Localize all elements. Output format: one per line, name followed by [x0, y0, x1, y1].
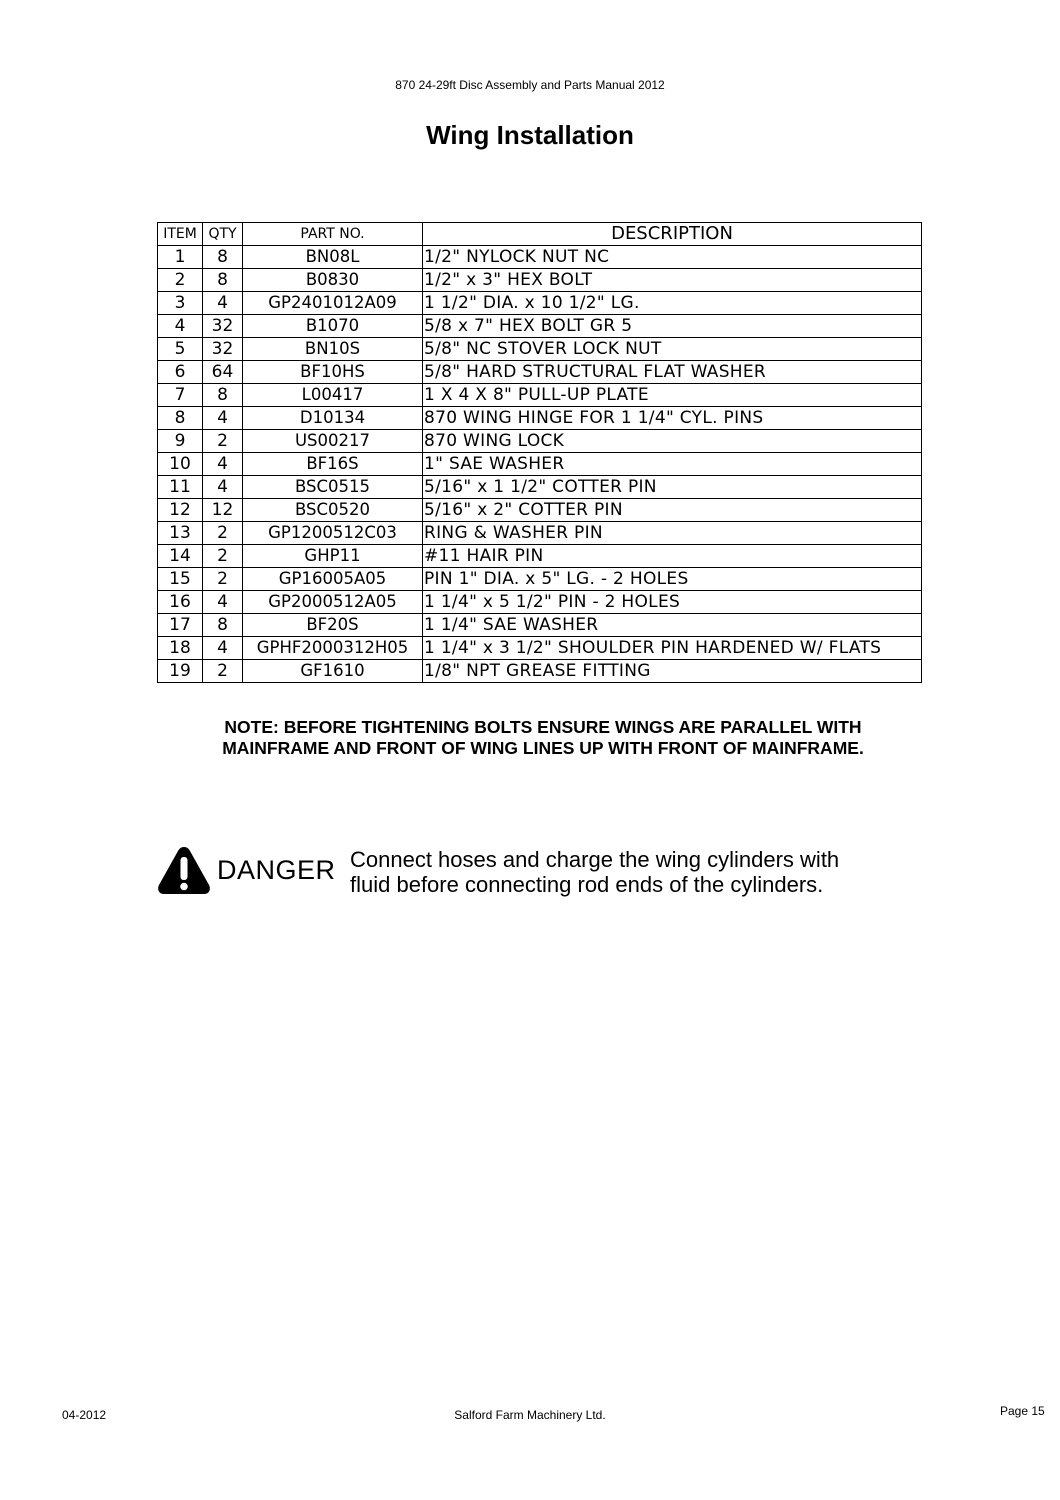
description-cell: 5/16" x 1 1/2" COTTER PIN — [423, 476, 922, 499]
item-number-cell: 6 — [158, 361, 203, 384]
note-line-1: NOTE: BEFORE TIGHTENING BOLTS ENSURE WINGS ARE PARALLEL WITH — [224, 717, 862, 737]
table-row — [158, 430, 922, 453]
item-number-cell: 1 — [158, 246, 203, 269]
column-header-qty: QTY — [203, 223, 243, 246]
footer-date: 04-2012 — [62, 1408, 107, 1422]
description-cell: 5/8" HARD STRUCTURAL FLAT WASHER — [423, 361, 922, 384]
part-number-cell: GPHF2000312H05 — [243, 637, 423, 660]
item-number-cell: 2 — [158, 269, 203, 292]
item-number-cell: 9 — [158, 430, 203, 453]
table-row — [158, 499, 922, 522]
table-row — [158, 315, 922, 338]
table-row — [158, 269, 922, 292]
table-row — [158, 522, 922, 545]
part-number-cell: BN08L — [243, 246, 423, 269]
item-number-cell: 19 — [158, 660, 203, 683]
quantity-cell: 32 — [203, 338, 243, 361]
item-number-cell: 17 — [158, 614, 203, 637]
item-number-cell: 15 — [158, 568, 203, 591]
part-number-cell: BSC0520 — [243, 499, 423, 522]
description-cell: 5/8 x 7" HEX BOLT GR 5 — [423, 315, 922, 338]
part-number-cell: D10134 — [243, 407, 423, 430]
item-number-cell: 12 — [158, 499, 203, 522]
installation-note — [0, 717, 1060, 759]
quantity-cell: 2 — [203, 522, 243, 545]
page-title: Wing Installation — [426, 120, 634, 150]
danger-message — [350, 847, 950, 897]
table-row — [158, 453, 922, 476]
part-number-cell: GP1200512C03 — [243, 522, 423, 545]
table-row — [158, 476, 922, 499]
quantity-cell: 4 — [203, 292, 243, 315]
part-number-cell: GP16005A05 — [243, 568, 423, 591]
part-number-cell: BF20S — [243, 614, 423, 637]
quantity-cell: 4 — [203, 476, 243, 499]
description-cell: RING & WASHER PIN — [423, 522, 922, 545]
table-row — [158, 338, 922, 361]
item-number-cell: 16 — [158, 591, 203, 614]
danger-message-line-1: Connect hoses and charge the wing cylinders with — [350, 847, 840, 872]
part-number-cell: B0830 — [243, 269, 423, 292]
part-number-cell: BF16S — [243, 453, 423, 476]
item-number-cell: 8 — [158, 407, 203, 430]
part-number-cell: GHP11 — [243, 545, 423, 568]
danger-warning — [157, 845, 947, 897]
danger-label: DANGER — [217, 855, 336, 885]
danger-message-line-2: fluid before connecting rod ends of the cylinders. — [350, 872, 824, 897]
description-cell: 1 X 4 X 8" PULL-UP PLATE — [423, 384, 922, 407]
quantity-cell: 8 — [203, 269, 243, 292]
part-number-cell: B1070 — [243, 315, 423, 338]
description-cell: 5/8" NC STOVER LOCK NUT — [423, 338, 922, 361]
table-row — [158, 591, 922, 614]
table-row — [158, 407, 922, 430]
quantity-cell: 12 — [203, 499, 243, 522]
column-header-part-no: PART NO. — [243, 223, 423, 246]
description-cell: 1" SAE WASHER — [423, 453, 922, 476]
item-number-cell: 4 — [158, 315, 203, 338]
part-number-cell: GP2401012A09 — [243, 292, 423, 315]
table-row — [158, 568, 922, 591]
quantity-cell: 64 — [203, 361, 243, 384]
description-cell: 1 1/2" DIA. x 10 1/2" LG. — [423, 292, 922, 315]
description-cell: 870 WING LOCK — [423, 430, 922, 453]
column-header-description: DESCRIPTION — [423, 223, 922, 246]
description-cell: #11 HAIR PIN — [423, 545, 922, 568]
quantity-cell: 4 — [203, 407, 243, 430]
part-number-cell: GP2000512A05 — [243, 591, 423, 614]
item-number-cell: 7 — [158, 384, 203, 407]
note-line-2: MAINFRAME AND FRONT OF WING LINES UP WITH FRONT OF MAINFRAME. — [222, 738, 864, 758]
quantity-cell: 2 — [203, 660, 243, 683]
description-cell: 1/2" x 3" HEX BOLT — [423, 269, 922, 292]
parts-table — [157, 222, 922, 683]
item-number-cell: 14 — [158, 545, 203, 568]
part-number-cell: US00217 — [243, 430, 423, 453]
description-cell: 1/2" NYLOCK NUT NC — [423, 246, 922, 269]
warning-exclamation-icon — [157, 845, 211, 897]
description-cell: 1 1/4" SAE WASHER — [423, 614, 922, 637]
quantity-cell: 8 — [203, 246, 243, 269]
column-header-item: ITEM — [158, 223, 203, 246]
quantity-cell: 2 — [203, 568, 243, 591]
item-number-cell: 5 — [158, 338, 203, 361]
description-cell: 5/16" x 2" COTTER PIN — [423, 499, 922, 522]
table-row — [158, 660, 922, 683]
part-number-cell: GF1610 — [243, 660, 423, 683]
parts-table-body — [158, 246, 922, 683]
part-number-cell: BF10HS — [243, 361, 423, 384]
quantity-cell: 32 — [203, 315, 243, 338]
quantity-cell: 4 — [203, 453, 243, 476]
table-row — [158, 361, 922, 384]
item-number-cell: 3 — [158, 292, 203, 315]
description-cell: 1 1/4" x 5 1/2" PIN - 2 HOLES — [423, 591, 922, 614]
item-number-cell: 18 — [158, 637, 203, 660]
footer-page-number: Page 15 — [1000, 1404, 1045, 1418]
table-row — [158, 292, 922, 315]
quantity-cell: 4 — [203, 591, 243, 614]
part-number-cell: BSC0515 — [243, 476, 423, 499]
table-row — [158, 545, 922, 568]
item-number-cell: 11 — [158, 476, 203, 499]
quantity-cell: 4 — [203, 637, 243, 660]
part-number-cell: L00417 — [243, 384, 423, 407]
quantity-cell: 8 — [203, 614, 243, 637]
footer-company: Salford Farm Machinery Ltd. — [454, 1408, 606, 1422]
table-row — [158, 637, 922, 660]
description-cell: PIN 1" DIA. x 5" LG. - 2 HOLES — [423, 568, 922, 591]
item-number-cell: 13 — [158, 522, 203, 545]
item-number-cell: 10 — [158, 453, 203, 476]
page-header: 870 24-29ft Disc Assembly and Parts Manual 2012 — [395, 78, 665, 92]
quantity-cell: 2 — [203, 545, 243, 568]
description-cell: 1/8" NPT GREASE FITTING — [423, 660, 922, 683]
description-cell: 870 WING HINGE FOR 1 1/4" CYL. PINS — [423, 407, 922, 430]
parts-table-header-row — [158, 223, 922, 246]
quantity-cell: 8 — [203, 384, 243, 407]
table-row — [158, 246, 922, 269]
description-cell: 1 1/4" x 3 1/2" SHOULDER PIN HARDENED W/ FLATS — [423, 637, 922, 660]
table-row — [158, 614, 922, 637]
table-row — [158, 384, 922, 407]
part-number-cell: BN10S — [243, 338, 423, 361]
quantity-cell: 2 — [203, 430, 243, 453]
